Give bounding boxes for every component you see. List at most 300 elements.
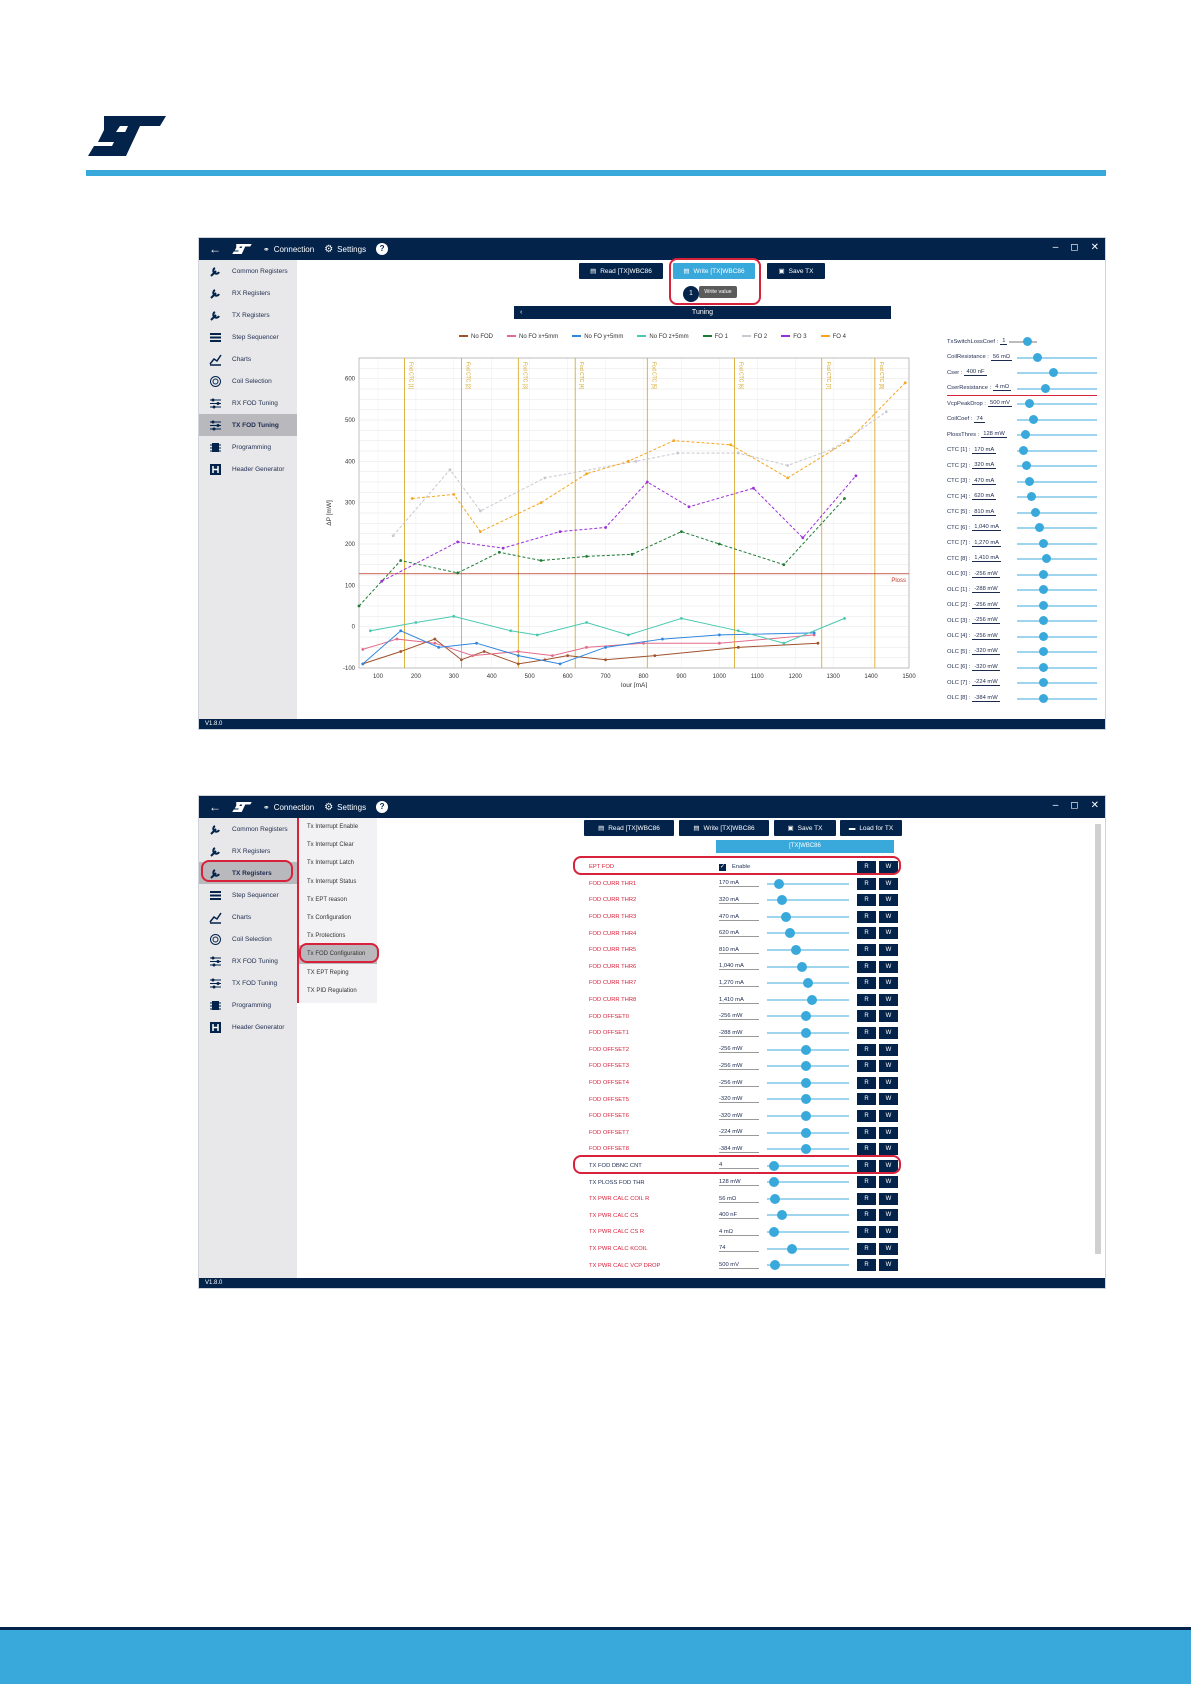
param-value[interactable]: 1 (1002, 338, 1006, 345)
slider-handle[interactable] (1039, 601, 1048, 610)
sidebar-item-rx-fod-tuning[interactable] (199, 950, 297, 972)
slider-handle[interactable] (777, 895, 787, 905)
register-read-button[interactable]: R (857, 1110, 876, 1122)
x-tick-label: 900 (676, 674, 687, 680)
param-slider[interactable] (1017, 465, 1097, 467)
sidebar-item-charts[interactable] (199, 906, 297, 928)
register-value[interactable]: 470 mA (719, 914, 759, 921)
register-write-button[interactable]: W (879, 1010, 898, 1022)
param-value[interactable]: 500 mV (990, 400, 1010, 407)
register-label: FOD OFFSET6 (589, 1113, 629, 1120)
data-point (566, 654, 569, 657)
param-slider[interactable] (1017, 419, 1097, 421)
register-write-button[interactable]: W (879, 1127, 898, 1139)
gear-icon: ⚙ (324, 243, 334, 255)
param-slider[interactable] (1017, 543, 1097, 545)
data-point (718, 642, 721, 645)
register-value[interactable]: 4 mΩ (719, 1229, 759, 1236)
register-value[interactable]: 620 mA (719, 930, 759, 937)
sidebar-item-tx-fod-tuning[interactable] (199, 414, 297, 436)
slider-handle[interactable] (801, 1094, 811, 1104)
register-read-button[interactable]: R (857, 1060, 876, 1072)
list-icon (209, 889, 222, 902)
slider-handle[interactable] (1039, 647, 1048, 656)
register-write-button[interactable]: W (879, 1110, 898, 1122)
register-write-button[interactable]: W (879, 894, 898, 906)
register-read-button[interactable]: R (857, 1259, 876, 1271)
register-write-button[interactable]: W (879, 1060, 898, 1072)
slider-handle[interactable] (1039, 616, 1048, 625)
sidebar-item-label: RX Registers (232, 847, 271, 855)
param-label: OLC [4] : (947, 633, 971, 640)
register-write-button[interactable]: W (879, 1243, 898, 1255)
help-icon[interactable]: ? (376, 243, 388, 255)
tx-registers-submenu (297, 818, 377, 1003)
register-value[interactable]: 1,270 mA (719, 980, 759, 987)
register-slider[interactable] (767, 899, 849, 901)
register-slider[interactable] (767, 932, 849, 934)
param-slider[interactable] (1017, 589, 1097, 591)
slider-handle[interactable] (791, 945, 801, 955)
register-value[interactable]: 56 mΩ (719, 1196, 759, 1203)
param-slider[interactable] (1017, 403, 1097, 405)
register-label: FOD OFFSET3 (589, 1063, 629, 1070)
register-slider[interactable] (767, 1049, 849, 1051)
param-value[interactable]: -256 mW (974, 601, 998, 608)
param-label: CoilCoef : (947, 416, 973, 423)
param-slider[interactable] (1017, 496, 1097, 498)
read-button[interactable] (584, 820, 674, 836)
param-slider[interactable] (1017, 450, 1097, 452)
slider-handle[interactable] (801, 1144, 811, 1154)
param-value[interactable]: 320 mA (974, 462, 995, 469)
slider-handle[interactable] (777, 1210, 787, 1220)
submenu-item-tx-interrupt-enable[interactable]: Tx Interrupt Enable (307, 824, 359, 830)
save-tx-button[interactable] (774, 820, 836, 836)
register-row (589, 1008, 901, 1025)
slider-handle[interactable] (1027, 492, 1036, 501)
data-point (399, 559, 402, 562)
register-slider[interactable] (767, 1248, 849, 1250)
settings-menu[interactable] (324, 802, 366, 813)
load-tx-button[interactable] (840, 820, 902, 836)
slider-handle[interactable] (801, 1028, 811, 1038)
register-value[interactable]: -320 mW (719, 1113, 759, 1120)
register-read-button[interactable]: R (857, 1127, 876, 1139)
slider-handle[interactable] (1025, 399, 1034, 408)
slider-handle[interactable] (774, 879, 784, 889)
register-read-button[interactable]: R (857, 1044, 876, 1056)
register-read-button[interactable]: R (857, 1193, 876, 1205)
param-slider[interactable] (1017, 558, 1097, 560)
close-icon[interactable]: ✕ (1090, 242, 1099, 253)
slider-handle[interactable] (801, 1061, 811, 1071)
register-write-button[interactable]: W (879, 1259, 898, 1271)
slider-handle[interactable] (785, 928, 795, 938)
register-value[interactable]: 1,410 mA (719, 997, 759, 1004)
param-label: OLC [2] : (947, 602, 971, 609)
series-line-fo-1 (359, 499, 845, 606)
x-tick-label: 1500 (902, 674, 916, 680)
register-read-button[interactable]: R (857, 1176, 876, 1188)
register-slider[interactable] (767, 982, 849, 984)
register-value[interactable]: -320 mW (719, 1096, 759, 1103)
param-slider[interactable] (1017, 481, 1097, 483)
param-slider[interactable] (1017, 434, 1097, 436)
param-slider[interactable] (1017, 372, 1097, 374)
register-read-button[interactable]: R (857, 1143, 876, 1155)
param-slider[interactable] (1017, 357, 1097, 359)
slider-handle[interactable] (1042, 554, 1051, 563)
minimize-icon[interactable]: – (1052, 800, 1059, 811)
maximize-icon[interactable]: ◻ (1070, 242, 1079, 253)
slider-handle[interactable] (1039, 539, 1048, 548)
read-button[interactable] (579, 263, 663, 279)
fod-ctc-label: Fod CTC [3] (521, 362, 528, 390)
register-read-button[interactable]: R (857, 1077, 876, 1089)
legend-label: FO 4 (832, 334, 846, 340)
help-icon[interactable]: ? (376, 801, 388, 813)
settings-label: Settings (337, 244, 367, 254)
param-slider[interactable] (1017, 667, 1097, 669)
back-arrow-icon[interactable]: ← (209, 800, 221, 814)
data-point (540, 501, 543, 504)
back-arrow-icon[interactable]: ← (209, 242, 221, 256)
register-label: TX PLOSS FOD THR (589, 1179, 645, 1186)
sidebar-item-header-generator[interactable] (199, 1016, 297, 1038)
register-write-button[interactable]: W (879, 1143, 898, 1155)
param-value[interactable]: -384 mW (974, 694, 998, 701)
param-slider[interactable] (1017, 636, 1097, 638)
register-slider[interactable] (767, 1032, 849, 1034)
param-slider[interactable] (1017, 605, 1097, 607)
slider-handle[interactable] (801, 1045, 811, 1055)
sidebar-item-header-generator[interactable] (199, 458, 297, 480)
slider-handle[interactable] (1039, 570, 1048, 579)
connection-menu[interactable] (263, 803, 314, 812)
submenu-item-tx-fod-configuration[interactable]: Tx FOD Configuration (299, 945, 377, 963)
slider-handle[interactable] (787, 1244, 797, 1254)
sidebar-item-coil-selection[interactable] (199, 370, 297, 392)
slider-handle[interactable] (801, 1078, 811, 1088)
register-label: FOD OFFSET5 (589, 1096, 629, 1103)
param-value[interactable]: 1,040 mA (974, 524, 1000, 531)
param-slider[interactable] (1017, 682, 1097, 684)
param-value[interactable]: -256 mW (974, 617, 998, 624)
data-point (517, 662, 520, 665)
register-write-button[interactable]: W (879, 977, 898, 989)
param-value[interactable]: 4 mΩ (995, 384, 1010, 391)
slider-handle[interactable] (1021, 430, 1030, 439)
register-write-button[interactable]: W (879, 1093, 898, 1105)
register-read-button[interactable]: R (857, 994, 876, 1006)
register-slider[interactable] (767, 916, 849, 918)
register-write-button[interactable]: W (879, 861, 898, 873)
register-value[interactable]: 1,040 mA (719, 963, 759, 970)
slider-handle[interactable] (1039, 678, 1048, 687)
register-read-button[interactable]: R (857, 977, 876, 989)
param-slider[interactable] (1009, 341, 1037, 343)
param-value[interactable]: -320 mW (974, 663, 998, 670)
register-value[interactable]: -224 mW (719, 1129, 759, 1136)
param-value[interactable]: -256 mW (974, 632, 998, 639)
y-tick-label: 500 (344, 418, 355, 424)
data-point (786, 464, 789, 467)
submenu-item-tx-pid-regulation[interactable]: TX PID Regulation (307, 987, 357, 994)
read-label: Read [TX]WBC86 (600, 267, 652, 275)
submenu-item-tx-protections[interactable]: Tx Protections (307, 933, 346, 940)
param-value[interactable]: 1,270 mA (974, 539, 1000, 546)
write-button[interactable] (679, 820, 769, 836)
register-slider[interactable] (767, 999, 849, 1001)
register-value[interactable]: 320 mA (719, 897, 759, 904)
param-value[interactable]: 620 mA (974, 493, 995, 500)
slider-handle[interactable] (807, 995, 817, 1005)
x-tick-label: 1300 (826, 674, 840, 680)
fod-ctc-label: Fod CTC [4] (578, 362, 585, 390)
param-slider[interactable] (1017, 574, 1097, 576)
list-icon (209, 331, 222, 344)
param-value[interactable]: -256 mW (974, 570, 998, 577)
register-write-button[interactable]: W (879, 878, 898, 890)
register-read-button[interactable]: R (857, 927, 876, 939)
slider-handle[interactable] (1029, 415, 1038, 424)
data-point (813, 631, 816, 634)
sidebar-item-rx-registers[interactable] (199, 840, 297, 862)
param-value[interactable]: 170 mA (974, 446, 995, 453)
slider-handle[interactable] (1039, 663, 1048, 672)
param-slider[interactable] (1017, 698, 1097, 700)
chip-icon (209, 999, 222, 1012)
register-value[interactable]: -288 mW (719, 1030, 759, 1037)
sidebar-item-label: Programming (232, 443, 272, 451)
slider-handle[interactable] (1023, 337, 1032, 346)
register-write-button[interactable]: W (879, 994, 898, 1006)
register-write-button[interactable]: W (879, 1226, 898, 1238)
register-slider[interactable] (767, 1148, 849, 1150)
param-row (947, 443, 1097, 459)
param-slider[interactable] (1017, 651, 1097, 653)
slider-handle[interactable] (801, 1011, 811, 1021)
slider-handle[interactable] (770, 1260, 780, 1270)
register-value[interactable]: -256 mW (719, 1046, 759, 1053)
param-slider[interactable] (1017, 527, 1097, 529)
st-logo-icon (231, 801, 253, 813)
register-slider[interactable] (767, 1098, 849, 1100)
register-read-button[interactable]: R (857, 861, 876, 873)
param-value[interactable]: 128 mW (983, 431, 1005, 438)
sidebar-item-label: Common Registers (232, 825, 288, 833)
slider-handle[interactable] (1039, 632, 1048, 641)
register-write-button[interactable]: W (879, 1193, 898, 1205)
param-value[interactable]: 56 mΩ (992, 353, 1011, 360)
register-read-button[interactable]: R (857, 961, 876, 973)
sidebar-item-label: Common Registers (232, 267, 288, 275)
close-icon[interactable]: ✕ (1090, 800, 1099, 811)
register-write-button[interactable]: W (879, 927, 898, 939)
register-write-button[interactable]: W (879, 1027, 898, 1039)
register-slider[interactable] (767, 966, 849, 968)
register-slider[interactable] (767, 1214, 849, 1216)
register-slider[interactable] (767, 1181, 849, 1183)
register-value[interactable]: 500 mV (719, 1262, 759, 1269)
maximize-icon[interactable]: ◻ (1070, 800, 1079, 811)
register-value[interactable]: 4 (719, 1162, 759, 1169)
register-slider[interactable] (767, 949, 849, 951)
register-read-button[interactable]: R (857, 894, 876, 906)
register-slider[interactable] (767, 1132, 849, 1134)
register-read-button[interactable]: R (857, 878, 876, 890)
save-tx-button[interactable] (767, 263, 825, 279)
header-rule (86, 170, 1106, 176)
sidebar-item-common-registers[interactable] (199, 818, 297, 840)
slider-handle[interactable] (1022, 461, 1031, 470)
register-slider[interactable] (767, 1115, 849, 1117)
sidebar-item-step-sequencer[interactable] (199, 884, 297, 906)
register-read-button[interactable]: R (857, 944, 876, 956)
register-label: FOD OFFSET1 (589, 1030, 629, 1037)
register-write-button[interactable]: W (879, 1209, 898, 1221)
register-read-button[interactable]: R (857, 1243, 876, 1255)
param-label: OLC [3] : (947, 617, 971, 624)
register-value[interactable]: -256 mW (719, 1013, 759, 1020)
register-row (589, 942, 901, 959)
sidebar-item-step-sequencer[interactable] (199, 326, 297, 348)
slider-handle[interactable] (1039, 585, 1048, 594)
param-value[interactable]: 400 nF (966, 369, 985, 376)
slider-handle[interactable] (769, 1227, 779, 1237)
vertical-scrollbar[interactable] (1095, 824, 1101, 1254)
folder-icon: ▬ (848, 824, 856, 832)
slider-handle[interactable] (801, 1111, 811, 1121)
slider-handle[interactable] (770, 1194, 780, 1204)
slider-handle[interactable] (1019, 446, 1028, 455)
register-write-button[interactable]: W (879, 944, 898, 956)
register-value[interactable]: 170 mA (719, 880, 759, 887)
slider-handle[interactable] (1035, 523, 1044, 532)
param-value[interactable]: -224 mW (974, 679, 998, 686)
register-value[interactable]: -256 mW (719, 1080, 759, 1087)
sidebar-item-rx-fod-tuning[interactable] (199, 392, 297, 414)
chevron-left-icon[interactable]: ‹ (520, 309, 523, 316)
register-slider[interactable] (767, 1198, 849, 1200)
submenu-item-tx-interrupt-status[interactable]: Tx Interrupt Status (307, 878, 357, 885)
sidebar-item-charts[interactable] (199, 348, 297, 370)
param-slider[interactable] (1017, 512, 1097, 514)
slider-handle[interactable] (1039, 694, 1048, 703)
register-read-button[interactable]: R (857, 911, 876, 923)
param-value[interactable]: 1,410 mA (974, 555, 1000, 562)
param-value[interactable]: 470 mA (974, 477, 995, 484)
register-value[interactable]: 400 nF (719, 1212, 759, 1219)
register-write-button[interactable]: W (879, 1176, 898, 1188)
register-read-button[interactable]: R (857, 1226, 876, 1238)
register-value[interactable]: 128 mW (719, 1179, 759, 1186)
register-write-button[interactable]: W (879, 1160, 898, 1172)
register-read-button[interactable]: R (857, 1027, 876, 1039)
sidebar-item-tx-registers[interactable] (199, 304, 297, 326)
param-label: TxSwitchLossCoef : (947, 338, 999, 345)
register-label: FOD CURR THR1 (589, 880, 637, 887)
minimize-icon[interactable]: – (1052, 242, 1059, 253)
register-read-button[interactable]: R (857, 1010, 876, 1022)
register-slider[interactable] (767, 1015, 849, 1017)
sidebar-item-common-registers[interactable] (199, 260, 297, 282)
register-slider[interactable] (767, 883, 849, 885)
slider-handle[interactable] (1025, 477, 1034, 486)
slider-handle[interactable] (1033, 353, 1042, 362)
register-value[interactable]: 810 mA (719, 947, 759, 954)
param-slider[interactable] (1017, 388, 1097, 390)
param-row (947, 334, 1097, 350)
slider-handle[interactable] (781, 912, 791, 922)
sidebar-item-programming[interactable] (199, 994, 297, 1016)
register-write-button[interactable]: W (879, 961, 898, 973)
register-value[interactable]: -256 mW (719, 1063, 759, 1070)
read-write-buttons (857, 927, 898, 939)
slider-handle[interactable] (803, 978, 813, 988)
slider-handle[interactable] (1031, 508, 1040, 517)
legend-label: FO 3 (793, 334, 807, 340)
register-slider[interactable] (767, 1065, 849, 1067)
data-point (369, 629, 372, 632)
x-axis-label: Iour [mA] (620, 682, 648, 688)
sidebar-item-tx-fod-tuning[interactable] (199, 972, 297, 994)
register-write-button[interactable]: W (879, 1077, 898, 1089)
register-slider[interactable] (767, 1231, 849, 1233)
register-row (589, 1125, 901, 1142)
submenu-item-tx-configuration[interactable]: Tx Configuration (307, 914, 352, 921)
slider-handle[interactable] (801, 1128, 811, 1138)
x-tick-label: 1400 (864, 674, 878, 680)
submenu-item-tx-interrupt-latch[interactable]: Tx Interrupt Latch (307, 860, 355, 867)
param-value[interactable]: -320 mW (974, 648, 998, 655)
sidebar-item-programming[interactable] (199, 436, 297, 458)
slider-handle[interactable] (1041, 384, 1050, 393)
register-slider[interactable] (767, 1264, 849, 1266)
register-read-button[interactable]: R (857, 1209, 876, 1221)
register-read-button[interactable]: R (857, 1160, 876, 1172)
register-value[interactable]: -384 mW (719, 1146, 759, 1153)
sidebar-item-coil-selection[interactable] (199, 928, 297, 950)
submenu-item-tx-ept-reason[interactable]: Tx EPT reason (307, 896, 347, 903)
register-read-button[interactable]: R (857, 1093, 876, 1105)
submenu-item-tx-ept-reping[interactable]: TX EPT Reping (307, 969, 349, 976)
register-slider[interactable] (767, 1082, 849, 1084)
wrench-icon (209, 823, 222, 836)
submenu-item-tx-interrupt-clear[interactable]: Tx Interrupt Clear (307, 842, 354, 849)
register-write-button[interactable]: W (879, 911, 898, 923)
param-row (947, 613, 1097, 629)
sliders-icon (209, 419, 222, 432)
sidebar-item-rx-registers[interactable] (199, 282, 297, 304)
param-value[interactable]: 810 mA (974, 508, 995, 515)
settings-menu[interactable] (324, 244, 366, 255)
data-point (718, 543, 721, 546)
connection-menu[interactable] (263, 245, 314, 254)
tuning-bar[interactable] (514, 306, 891, 319)
y-tick-label: 200 (344, 542, 355, 548)
param-value[interactable]: -288 mW (974, 586, 998, 593)
register-label: FOD OFFSET8 (589, 1146, 629, 1153)
register-value[interactable]: 74 (719, 1245, 759, 1252)
slider-handle[interactable] (1049, 368, 1058, 377)
slider-handle[interactable] (769, 1177, 779, 1187)
slider-handle[interactable] (797, 962, 807, 972)
param-value[interactable]: 74 (976, 415, 983, 422)
register-write-button[interactable]: W (879, 1044, 898, 1056)
param-slider[interactable] (1017, 620, 1097, 622)
